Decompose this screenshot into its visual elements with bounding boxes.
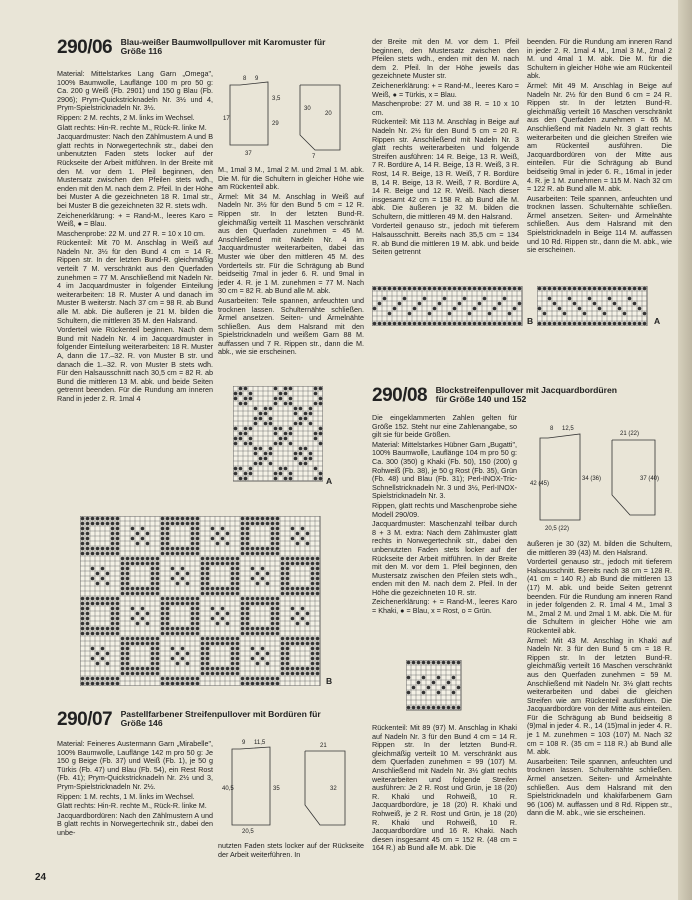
- paragraph: Maschenprobe: 27 M. und 38 R. = 10 x 10 cm.: [372, 99, 519, 117]
- paragraph: Glatt rechts: Hin-R. rechte M., Rück-R. linke M.: [57, 801, 207, 811]
- column-290-07-cont: [372, 38, 519, 258]
- section-header-290-07: [57, 710, 357, 729]
- paragraph: Ärmel: Mit 43 M. Anschlag in Khaki auf Nadeln Nr. 3 für den Bund 5 cm = 18 R. Rippen str. In der letzten Bund-R. gleichmäßig verteilt 16 Maschen verschränkt aus den Querfaden zunehmen = 59 M. Anschließend mit Nadeln Nr. 3½ glatt rechts weiterarbeiten und dabei die gleichen Streifen wie am Rückenteil ausführen. Die Jacquardbordüre von der Mitte aus einteilen. Für die Schrägung ab Bund beidseitig 8 (9)mal in jeder 4. R., 14 (15)mal in jeder 4. R. je 1 M. zunehmen = 103 (107) M. Nach 32 cm = 108 R. (35 cm = 118 R.) ab Bund alle M. abk.: [527, 635, 672, 757]
- section-header-290-08: [372, 386, 672, 405]
- paragraph: Jacquardmuster: Maschenzahl teilbar durch 8 + 3 M. extra: Nach dem Zählmuster glatt rechts in Norwegertechnik str., dabei den unbenutzten Faden stets locker auf der Rückseite der Arbeit mitführen. In der Breite mit den M. vor dem 1. Pfeil beginnen, den Mustersatz zwischen den Pfeilen stets wdh., enden mit den M. nach dem 2. Pfeil. In der Höhe die gezeichneten 10 R. str.: [372, 519, 517, 597]
- paragraph: Zeichenerklärung: + = Rand-M., leeres Karo = Weiß, ● = Blau.: [57, 210, 213, 229]
- chart-border-a-290-07: [372, 286, 524, 326]
- paragraph: Material: Mittelstarkes Hübner Garn „Bugatti", 100% Baumwolle, Lauflänge 104 m pro 50 g: Ca. 300 (350) g Khaki (Fb. 50), 150 (200) g Rohweiß (Fb. 38), je 50 g Rost (Fb. 35), Grün (Fb. 48) und Blau (Fb. 31); Perl-INOX-Tric-Schnellstricknadeln Nr. 3 und 3½, Perl-INOX-Spielstricknadeln Nr. 3.: [372, 439, 518, 501]
- paragraph: Vorderteil genauso str., jedoch mit tieferem Halsausschnitt. Bereits nach 38 cm = 128 R. (41 cm = 140 R.) ab Bund die mittleren 13 (17) M. abk. und beide Seiten getrennt beenden. Für die Rundung am inneren Rand in jeder folgenden 2. R. 1mal 4 M., 1mal 3 M., 2mal 2 M. und 2mal 1 M. abk. Die M. für die Schultern in gleicher Höhe wie am Rückenteil abk.: [527, 557, 672, 635]
- dim-label: 9: [255, 76, 259, 82]
- paragraph: Vorderteil genauso str., jedoch mit tieferem Halsausschnitt. Bereits nach 35,5 cm = 134 R. ab Bund die mittleren 19 M. abk. und beide Seiten getrennt: [372, 221, 519, 257]
- schematic-front-back-drawing: [530, 420, 680, 535]
- chart-pattern-b-290-06: [80, 516, 322, 686]
- paragraph: beenden. Für die Rundung am inneren Rand in jeder 2. R. 1mal 4 M., 1mal 3 M., 2mal 2 M. und 4mal 1 M. abk. Die M. für die Schultern in gleicher Höhe wie am Rückenteil abk.: [527, 37, 672, 81]
- paragraph: Ausarbeiten: Teile spannen, anfeuchten und trocknen lassen. Schulternähte schließen. Ärmel ansetzen. Seiten- und Ärmelnähte schließen. Aus dem Halsrand mit den Spielstricknadeln und khakifarbenem Garn 96 (106) M. auffassen und 8 Rd. Rippen str., dann die M. abk., wie sie erscheinen.: [527, 756, 672, 818]
- paragraph: nutzten Faden stets locker auf der Rückseite der Arbeit weiterführen. In: [218, 841, 364, 859]
- column-290-06-main: [57, 70, 213, 405]
- schematic-290-07: [220, 735, 370, 835]
- column-290-07-main: [57, 740, 213, 839]
- dim-label: 21: [320, 743, 327, 749]
- chart-label-b-border: B: [527, 316, 534, 326]
- paragraph: Zeichenerklärung: + = Rand-M., leeres Karo = Khaki, ● = Blau, x = Rost, o = Grün.: [372, 597, 517, 616]
- paragraph: Die eingeklammerten Zahlen gelten für Größe 152. Steht nur eine Zahlenangabe, so gilt sie für beide Größen.: [372, 413, 517, 440]
- paragraph: Glatt rechts: Hin-R. rechte M., Rück-R. linke M.: [57, 122, 207, 132]
- dim-label: 30: [304, 106, 311, 112]
- paragraph: Rückenteil: Mit 70 M. Anschlag in Weiß auf Nadeln Nr. 3½ für den Bund 4 cm = 14 R. Rippen str. In der letzten Bund-R. gleichmäßig verteilt 7 M. verschränkt aus den Querfaden zunehmen = 77 M. Anschließend mit Nadeln Nr. 4 im Jacquardmuster in folgender Einteilung weiterarbeiten: 18 R. Muster A und danach im Muster B weiterstr. Nach 37 cm = 98 R. ab Bund alle M. abk. Die äußeren je 21 M. bilden die Schultern, die mittleren 35 M. den Halsrand.: [57, 238, 213, 325]
- chart-pattern-290-08: [406, 660, 464, 712]
- section-title: Blau-weißer Baumwollpullover mit Karomuster für Größe 116: [120, 37, 326, 57]
- paragraph: Ausarbeiten: Teile spannen, anfeuchten und trocknen lassen. Schulternähte schließen. Ärmel ansetzen. Seiten- und Ärmelnähte schließen. Aus dem Halsrand mit den Spielstricknadeln in Beige 114 M. auffassen und 10 Rd. Rippen str., dann die M. abk., wie sie erscheinen.: [527, 193, 672, 255]
- paragraph: M., 1mal 3 M., 1mal 2 M. und 2mal 1 M. abk. Die M. für die Schultern in gleicher Höhe wie am Rückenteil abk.: [218, 165, 364, 192]
- paragraph: Rückenteil: Mit 89 (97) M. Anschlag in Khaki auf Nadeln Nr. 3 für den Bund 4 cm = 14 R. Rippen str. In der letzten Bund-R. gleichmäßig verteilt 10 M. verschränkt aus dem Querfaden zunehmen = 99 (107) M. Anschließend mit Nadeln Nr. 3½ glatt rechts weiterarbeiten und folgende Streifen ausführen: Je 2 R. Rost und Grün, je 18 (20) R. Khaki und Rohweiß, 10 R. Jacquardbordüre, je 18 (20) R. Khaki und Rohweiß, je 2 R. Rost und Grün, je 18 (20) R. Khaki und Rohweiß, 10 R. Jacquardbordüre und 16 R. Khaki. Nach diesen insgesamt 45 cm = 152 R. (48 cm = 164 R.) ab Bund alle M. abk. Die: [372, 723, 517, 853]
- dim-label: 12,5: [562, 426, 574, 432]
- column-290-08-back: [372, 724, 517, 854]
- section-number: 290/06: [57, 37, 113, 58]
- paragraph: Rippen: 1 M. rechts, 1 M. links im Wechsel.: [57, 791, 195, 801]
- dim-label: 40,5: [222, 786, 234, 792]
- column-290-06-cont: [218, 166, 364, 358]
- dim-label: 42 (45): [530, 481, 550, 487]
- page-number: 24: [35, 872, 47, 883]
- paragraph: Material: Feineres Austermann Garn „Mirabelle", 100% Baumwolle, Lauflänge 142 m pro 50 g: Je 150 g Beige (Fb. 37) und Weiß (Fb. 1), je 50 g Türkis (Fb. 47) und Blau (Fb. 54), ein Rest Rost (Fb. 41); Prym-Quickstricknadeln Nr. 2½ und 3, Prym-Spielstricknadeln Nr. 2½.: [57, 739, 213, 791]
- chart-label-b: B: [326, 676, 333, 686]
- section-number: 290/07: [57, 709, 113, 730]
- column-290-08-main: [372, 414, 517, 617]
- dim-label: 37 (40): [640, 476, 660, 482]
- section-header-290-06: [57, 38, 357, 57]
- dim-label: 34 (36): [582, 476, 602, 482]
- schematic-290-06: [220, 70, 365, 160]
- column-290-08-cont: [527, 540, 672, 819]
- page-binding-edge: [678, 0, 692, 900]
- section-number: 290/08: [372, 385, 428, 406]
- paragraph: Jacquardmuster: Nach den Zählmustern A und B glatt rechts in Norwegertechnik str., dabei den unbenutzten Faden stets locker auf der Rückseite der Arbeit mitführen. In der Breite mit den M. vor dem 1. Pfeil beginnen, den Mustersatz zwischen den Pfeilen stets wdh., enden mit den M. nach dem 2. Pfeil. In der Höhe bei Muster A die gezeichneten 18 R. 1mal str., bei Muster B die gezeichneten 32 R. stets wdh.: [57, 132, 213, 210]
- schematic-290-08: [530, 420, 680, 535]
- dim-label: 21 (22): [620, 431, 640, 437]
- paragraph: Rippen, glatt rechts und Maschenprobe siehe Modell 290/09.: [372, 500, 517, 519]
- chart-border-b-290-07: [537, 286, 651, 326]
- dim-label: 32: [330, 786, 337, 792]
- section-title: Pastellfarbener Streifenpullover mit Bordüren für Größe 146: [120, 709, 321, 729]
- dim-label: 3,5: [272, 96, 281, 102]
- dim-label: 20,5: [242, 829, 254, 835]
- dim-label: 20: [325, 111, 332, 117]
- dim-label: 17: [223, 116, 230, 122]
- paragraph: Rippen: 2 M. rechts, 2 M. links im Wechsel.: [57, 112, 195, 122]
- paragraph: Ausarbeiten: Teile spannen, anfeuchten und trocknen lassen. Schulternähte schließen. Ärmel ansetzen. Seiten- und Ärmelnähte schließen. Aus dem Halsrand mit den Spielstricknadeln und weißem Garn 88 M. auffassen und 7 R. Rippen str., dann die M. abk., wie sie erscheinen.: [218, 295, 364, 357]
- dim-label: 20,5 (22): [545, 526, 570, 532]
- column-290-07-end: [527, 38, 672, 256]
- paragraph: Vorderteil wie Rückenteil beginnen. Nach dem Bund mit Nadeln Nr. 4 im Jacquardmuster in folgender Einteilung weiterarbeiten: 18 R. Muster A, dann die 17.–32. R. von Muster B str. und danach die 1.–32. R. von Muster B stets wdh. Für den Halsausschnitt nach 30,5 cm = 82 R. ab Bund die mittleren 13 M. abk. und beide Seiten getrennt beenden. Für die Rundung am inneren Rand in jeder 2. R. 1mal 4: [57, 325, 213, 403]
- paragraph: Maschenprobe: 22 M. und 27 R. = 10 x 10 cm.: [57, 228, 206, 238]
- dim-label: 35: [273, 786, 280, 792]
- dim-label: 37: [245, 151, 252, 157]
- chart-label-a: A: [326, 476, 333, 486]
- schematic-front-back-drawing: [220, 735, 370, 835]
- dim-label: 7: [312, 154, 316, 160]
- dim-label: 8: [550, 426, 554, 432]
- section-title: Blockstreifenpullover mit Jacquardbordüren für Größe 140 und 152: [435, 385, 618, 405]
- paragraph: Jacquardbordüren: Nach den Zählmustern A und B glatt rechts in Norwegertechnik str., dabei den unbe-: [57, 810, 213, 837]
- dim-label: 11,5: [254, 740, 266, 746]
- dim-label: 9: [242, 740, 246, 746]
- schematic-front-back-drawing: [220, 70, 365, 160]
- dim-label: 8: [243, 76, 247, 82]
- paragraph: Ärmel: Mit 34 M. Anschlag in Weiß auf Nadeln Nr. 3½ für den Bund 5 cm = 12 R. Rippen str. In der letzten Bund-R. gleichmäßig verteilt 11 Maschen verschränkt aus den Querfaden zunehmen = 45 M. Anschließend mit Nadeln Nr. 4 im Jacquardmuster weiterarbeiten, dabei das Muster wie über den mittleren 45 M. des Vorderteils str. Für die Schrägung ab Bund beidseitig 7mal in jeder 6. R. und 9mal in jeder 4. R. je 1 M. zunehmen = 77 M. Nach 30 cm = 82 R. ab Bund alle M. abk.: [218, 191, 364, 296]
- dim-label: 29: [272, 121, 279, 127]
- chart-label-a-border: A: [654, 316, 661, 326]
- paragraph: der Breite mit den M. vor dem 1. Pfeil beginnen, den Mustersatz zwischen den Pfeilen stets wdh., enden mit den M. nach dem 2. Pfeil. In der Höhe jeweils das gezeichnete Muster str.: [372, 37, 519, 81]
- chart-pattern-a-290-06: [233, 386, 323, 482]
- paragraph: Rückenteil: Mit 113 M. Anschlag in Beige auf Nadeln Nr. 2½ für den Bund 5 cm = 20 R. Rippen str. Anschließend mit Nadeln Nr. 3 glatt rechts weiterarbeiten und folgende Streifen ausführen: 14 R. Beige, 13 R. Weiß, 7 R. Bordüre A, 14 R. Beige, 13 R. Weiß, 3 R. Rost, 14 R. Beige, 13 R. Weiß, 7 R. Bordüre B, 14 R. Beige, 13 R. Weiß, 7 R. Bordüre A, 14 R. Beige und 12 R. Weiß. Nach dieser insgesamt 42 cm = 158 R. ab Bund alle M. abk. Die äußeren je 32 M. bilden die Schultern, die mittleren 49 M. den Halsrand.: [372, 117, 519, 221]
- paragraph: Material: Mittelstarkes Lang Garn „Omega", 100% Baumwolle, Lauflänge 100 m pro 50 g: Ca. 200 g Weiß (Fb. 2901) und 150 g Blau (Fb. 2906); Prym-Quickstricknadeln Nr. 3½ und 4, Prym-Spielstricknadeln Nr. 3½.: [57, 69, 213, 113]
- paragraph: Zeichenerklärung: + = Rand-M., leeres Karo = Weiß, ● = Türkis, x = Blau.: [372, 80, 519, 99]
- column-290-07-tail: [218, 842, 364, 860]
- paragraph: Ärmel: Mit 49 M. Anschlag in Beige auf Nadeln Nr. 2½ für den Bund 6 cm = 24 R. Rippen str. In der letzten Bund-R. gleichmäßig verteilt 16 Maschen verschränkt aus den Querfaden zunehmen = 65 M. Anschließend mit Nadeln Nr. 3 glatt rechts weiterarbeiten und die gleichen Streifen wie am Rückenteil ausführen. Die Jacquardbordüren von der Mitte aus einteilen. Für die Schrägung ab Bund beidseitig 9mal in jeder 6. R., 16mal in jeder 4. R. je 1 M. zunehmen = 115 M. Nach 32 cm = 122 R. ab Bund alle M. abk.: [527, 80, 672, 194]
- paragraph: äußeren je 30 (32) M. bilden die Schultern, die mittleren 39 (43) M. den Halsrand.: [527, 539, 672, 557]
